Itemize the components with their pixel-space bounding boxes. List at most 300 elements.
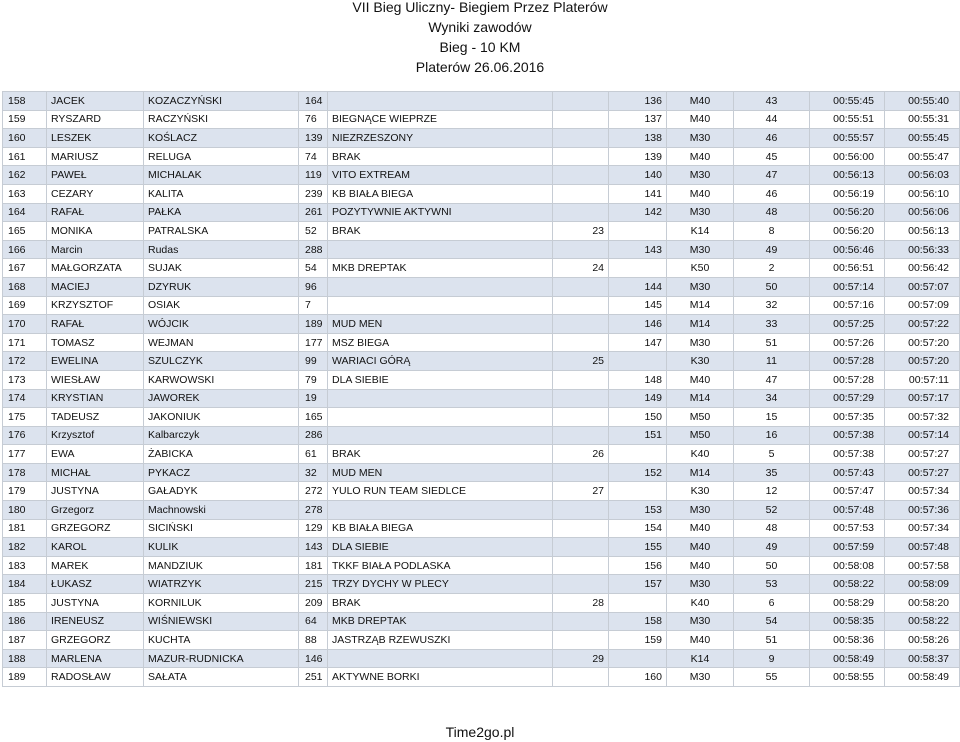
cell-place: 165: [3, 222, 47, 241]
cell-gender-place: [553, 370, 609, 389]
table-row: [3, 240, 960, 259]
cell-gender-place: 27: [553, 482, 609, 501]
cell-category: M14: [667, 315, 734, 334]
table-row: [3, 352, 960, 371]
cell-first-name: JACEK: [47, 92, 144, 111]
cell-gross-time: 00:55:45: [810, 92, 885, 111]
cell-gender-place: 26: [553, 445, 609, 464]
cell-last-name: SAŁATA: [144, 668, 299, 687]
cell-category-place: 48: [734, 519, 810, 538]
cell-bib: 74: [299, 147, 328, 166]
table-row: [3, 333, 960, 352]
cell-place: 177: [3, 445, 47, 464]
cell-gender-place-m: [609, 649, 667, 668]
cell-category: M40: [667, 370, 734, 389]
cell-gender-place: [553, 389, 609, 408]
cell-net-time: 00:58:26: [885, 631, 960, 650]
cell-gender-place: 29: [553, 649, 609, 668]
table-row: [3, 519, 960, 538]
cell-gender-place: [553, 463, 609, 482]
table-row: [3, 649, 960, 668]
cell-place: 169: [3, 296, 47, 315]
cell-net-time: 00:56:06: [885, 203, 960, 222]
cell-gender-place-m: [609, 594, 667, 613]
cell-place: 185: [3, 594, 47, 613]
cell-gender-place: [553, 612, 609, 631]
cell-gross-time: 00:56:19: [810, 184, 885, 203]
cell-category-place: 16: [734, 426, 810, 445]
cell-first-name: RADOSŁAW: [47, 668, 144, 687]
cell-category: M40: [667, 147, 734, 166]
cell-place: 168: [3, 277, 47, 296]
cell-gender-place: 23: [553, 222, 609, 241]
cell-last-name: KARWOWSKI: [144, 370, 299, 389]
table-row: [3, 259, 960, 278]
cell-gender-place-m: 145: [609, 296, 667, 315]
cell-bib: 88: [299, 631, 328, 650]
cell-first-name: IRENEUSZ: [47, 612, 144, 631]
cell-gender-place: [553, 575, 609, 594]
cell-gross-time: 00:58:49: [810, 649, 885, 668]
cell-gross-time: 00:56:20: [810, 203, 885, 222]
table-row: [3, 445, 960, 464]
cell-club: [328, 408, 553, 427]
cell-last-name: PATRALSKA: [144, 222, 299, 241]
cell-gender-place: [553, 315, 609, 334]
cell-bib: 209: [299, 594, 328, 613]
cell-gross-time: 00:56:20: [810, 222, 885, 241]
cell-category-place: 47: [734, 370, 810, 389]
cell-category: M40: [667, 519, 734, 538]
cell-first-name: JUSTYNA: [47, 594, 144, 613]
cell-last-name: KULIK: [144, 538, 299, 557]
cell-category: M50: [667, 426, 734, 445]
cell-bib: 76: [299, 110, 328, 129]
cell-net-time: 00:57:20: [885, 333, 960, 352]
cell-category-place: 5: [734, 445, 810, 464]
cell-gender-place-m: 160: [609, 668, 667, 687]
cell-category: M40: [667, 110, 734, 129]
cell-gender-place: [553, 408, 609, 427]
cell-gender-place-m: 148: [609, 370, 667, 389]
cell-bib: 278: [299, 501, 328, 520]
cell-category-place: 2: [734, 259, 810, 278]
cell-category: M30: [667, 612, 734, 631]
cell-first-name: KRYSTIAN: [47, 389, 144, 408]
cell-category-place: 55: [734, 668, 810, 687]
cell-gross-time: 00:57:28: [810, 352, 885, 371]
cell-gender-place: [553, 631, 609, 650]
cell-gross-time: 00:56:51: [810, 259, 885, 278]
cell-gender-place: [553, 147, 609, 166]
cell-category-place: 46: [734, 184, 810, 203]
cell-category: M40: [667, 631, 734, 650]
cell-category: M30: [667, 668, 734, 687]
cell-gender-place-m: 141: [609, 184, 667, 203]
cell-category-place: 8: [734, 222, 810, 241]
cell-net-time: 00:56:03: [885, 166, 960, 185]
cell-category: K50: [667, 259, 734, 278]
cell-net-time: 00:57:58: [885, 556, 960, 575]
cell-net-time: 00:57:11: [885, 370, 960, 389]
cell-net-time: 00:57:34: [885, 519, 960, 538]
cell-last-name: PYKACZ: [144, 463, 299, 482]
cell-place: 161: [3, 147, 47, 166]
cell-gender-place-m: [609, 445, 667, 464]
cell-first-name: MONIKA: [47, 222, 144, 241]
cell-place: 175: [3, 408, 47, 427]
cell-category-place: 50: [734, 277, 810, 296]
cell-gross-time: 00:58:08: [810, 556, 885, 575]
cell-gender-place: [553, 296, 609, 315]
cell-place: 178: [3, 463, 47, 482]
cell-gross-time: 00:57:59: [810, 538, 885, 557]
cell-bib: 189: [299, 315, 328, 334]
cell-net-time: 00:58:22: [885, 612, 960, 631]
cell-place: 171: [3, 333, 47, 352]
cell-net-time: 00:57:14: [885, 426, 960, 445]
cell-gender-place-m: [609, 222, 667, 241]
cell-bib: 99: [299, 352, 328, 371]
table-row: [3, 370, 960, 389]
cell-first-name: TOMASZ: [47, 333, 144, 352]
cell-gross-time: 00:57:29: [810, 389, 885, 408]
cell-gross-time: 00:57:43: [810, 463, 885, 482]
cell-net-time: 00:56:13: [885, 222, 960, 241]
cell-place: 181: [3, 519, 47, 538]
table-row: [3, 92, 960, 111]
table-row: [3, 594, 960, 613]
cell-bib: 286: [299, 426, 328, 445]
cell-net-time: 00:57:27: [885, 463, 960, 482]
cell-place: 186: [3, 612, 47, 631]
cell-category-place: 32: [734, 296, 810, 315]
cell-net-time: 00:57:34: [885, 482, 960, 501]
cell-gender-place: [553, 92, 609, 111]
cell-net-time: 00:55:45: [885, 129, 960, 148]
cell-gross-time: 00:57:14: [810, 277, 885, 296]
cell-bib: 54: [299, 259, 328, 278]
cell-bib: 239: [299, 184, 328, 203]
table-row: [3, 129, 960, 148]
cell-net-time: 00:58:20: [885, 594, 960, 613]
cell-club: MKB DREPTAK: [328, 259, 553, 278]
cell-place: 188: [3, 649, 47, 668]
cell-last-name: PAŁKA: [144, 203, 299, 222]
cell-category-place: 54: [734, 612, 810, 631]
cell-last-name: SZULCZYK: [144, 352, 299, 371]
cell-club: BRAK: [328, 594, 553, 613]
table-row: [3, 166, 960, 185]
cell-last-name: KORNILUK: [144, 594, 299, 613]
cell-net-time: 00:57:09: [885, 296, 960, 315]
cell-first-name: GRZEGORZ: [47, 631, 144, 650]
cell-gender-place-m: 149: [609, 389, 667, 408]
cell-net-time: 00:57:48: [885, 538, 960, 557]
cell-place: 159: [3, 110, 47, 129]
cell-gross-time: 00:57:28: [810, 370, 885, 389]
cell-category-place: 52: [734, 501, 810, 520]
cell-gross-time: 00:57:35: [810, 408, 885, 427]
cell-first-name: MACIEJ: [47, 277, 144, 296]
table-row: [3, 277, 960, 296]
results-header: [0, 0, 960, 77]
cell-bib: 19: [299, 389, 328, 408]
cell-last-name: WIŚNIEWSKI: [144, 612, 299, 631]
table-row: [3, 575, 960, 594]
cell-gender-place: [553, 240, 609, 259]
cell-place: 166: [3, 240, 47, 259]
cell-bib: 64: [299, 612, 328, 631]
cell-net-time: 00:58:09: [885, 575, 960, 594]
cell-gross-time: 00:58:29: [810, 594, 885, 613]
cell-gross-time: 00:55:57: [810, 129, 885, 148]
cell-place: 162: [3, 166, 47, 185]
cell-last-name: MICHALAK: [144, 166, 299, 185]
cell-gross-time: 00:55:51: [810, 110, 885, 129]
cell-gender-place-m: 137: [609, 110, 667, 129]
cell-bib: 165: [299, 408, 328, 427]
cell-category-place: 11: [734, 352, 810, 371]
cell-gender-place-m: 159: [609, 631, 667, 650]
cell-first-name: Grzegorz: [47, 501, 144, 520]
cell-first-name: MICHAŁ: [47, 463, 144, 482]
cell-first-name: RAFAŁ: [47, 315, 144, 334]
cell-first-name: EWA: [47, 445, 144, 464]
cell-last-name: Machnowski: [144, 501, 299, 520]
cell-first-name: KAROL: [47, 538, 144, 557]
cell-last-name: SICIŃSKI: [144, 519, 299, 538]
cell-net-time: 00:56:42: [885, 259, 960, 278]
cell-bib: 7: [299, 296, 328, 315]
cell-first-name: RYSZARD: [47, 110, 144, 129]
cell-gender-place-m: 140: [609, 166, 667, 185]
cell-place: 182: [3, 538, 47, 557]
cell-category: M40: [667, 538, 734, 557]
cell-gender-place: 24: [553, 259, 609, 278]
cell-bib: 139: [299, 129, 328, 148]
cell-net-time: 00:55:40: [885, 92, 960, 111]
cell-gender-place-m: 157: [609, 575, 667, 594]
cell-last-name: Kalbarczyk: [144, 426, 299, 445]
cell-last-name: ŻABICKA: [144, 445, 299, 464]
cell-first-name: TADEUSZ: [47, 408, 144, 427]
cell-last-name: WÓJCIK: [144, 315, 299, 334]
cell-gross-time: 00:58:55: [810, 668, 885, 687]
cell-gender-place-m: 152: [609, 463, 667, 482]
cell-last-name: DZYRUK: [144, 277, 299, 296]
cell-gender-place: [553, 203, 609, 222]
table-row: [3, 110, 960, 129]
cell-gender-place-m: 147: [609, 333, 667, 352]
cell-net-time: 00:55:31: [885, 110, 960, 129]
cell-category: K40: [667, 594, 734, 613]
cell-category: K30: [667, 482, 734, 501]
cell-gender-place: [553, 110, 609, 129]
cell-category-place: 15: [734, 408, 810, 427]
table-row: [3, 556, 960, 575]
cell-club: BIEGNĄCE WIEPRZE: [328, 110, 553, 129]
cell-category: M40: [667, 92, 734, 111]
cell-bib: 177: [299, 333, 328, 352]
cell-category-place: 49: [734, 240, 810, 259]
cell-gender-place-m: 139: [609, 147, 667, 166]
table-row: [3, 538, 960, 557]
table-row: [3, 389, 960, 408]
cell-net-time: 00:57:07: [885, 277, 960, 296]
cell-category-place: 45: [734, 147, 810, 166]
cell-gross-time: 00:57:53: [810, 519, 885, 538]
cell-club: KB BIAŁA BIEGA: [328, 184, 553, 203]
table-row: [3, 408, 960, 427]
cell-first-name: ŁUKASZ: [47, 575, 144, 594]
cell-club: BRAK: [328, 445, 553, 464]
cell-first-name: Marcin: [47, 240, 144, 259]
cell-first-name: LESZEK: [47, 129, 144, 148]
cell-gross-time: 00:58:36: [810, 631, 885, 650]
cell-place: 173: [3, 370, 47, 389]
cell-club: WARIACI GÓRĄ: [328, 352, 553, 371]
cell-category: M14: [667, 296, 734, 315]
cell-gross-time: 00:56:46: [810, 240, 885, 259]
cell-first-name: MAŁGORZATA: [47, 259, 144, 278]
cell-category: M14: [667, 463, 734, 482]
table-row: [3, 203, 960, 222]
cell-gross-time: 00:57:47: [810, 482, 885, 501]
table-row: [3, 631, 960, 650]
cell-club: AKTYWNE BORKI: [328, 668, 553, 687]
cell-club: DLA SIEBIE: [328, 538, 553, 557]
cell-category-place: 44: [734, 110, 810, 129]
cell-gender-place: [553, 538, 609, 557]
cell-place: 163: [3, 184, 47, 203]
cell-gender-place: [553, 556, 609, 575]
cell-bib: 215: [299, 575, 328, 594]
cell-bib: 288: [299, 240, 328, 259]
cell-bib: 251: [299, 668, 328, 687]
race-distance: Bieg - 10 KM: [439, 39, 521, 55]
table-row: [3, 184, 960, 203]
cell-category: M40: [667, 184, 734, 203]
cell-first-name: GRZEGORZ: [47, 519, 144, 538]
cell-category-place: 50: [734, 556, 810, 575]
cell-category: M30: [667, 129, 734, 148]
cell-gender-place: [553, 519, 609, 538]
cell-bib: 143: [299, 538, 328, 557]
cell-net-time: 00:57:17: [885, 389, 960, 408]
cell-place: 170: [3, 315, 47, 334]
cell-club: BRAK: [328, 147, 553, 166]
cell-first-name: JUSTYNA: [47, 482, 144, 501]
cell-gender-place-m: 153: [609, 501, 667, 520]
table-row: [3, 147, 960, 166]
cell-bib: 32: [299, 463, 328, 482]
table-row: [3, 315, 960, 334]
cell-gender-place-m: 150: [609, 408, 667, 427]
cell-last-name: MANDZIUK: [144, 556, 299, 575]
cell-last-name: GAŁADYK: [144, 482, 299, 501]
cell-club: NIEZRZESZONY: [328, 129, 553, 148]
cell-last-name: SUJAK: [144, 259, 299, 278]
cell-category: K30: [667, 352, 734, 371]
cell-gross-time: 00:56:00: [810, 147, 885, 166]
cell-net-time: 00:57:27: [885, 445, 960, 464]
event-place-date: Platerów 26.06.2016: [415, 59, 545, 75]
cell-category-place: 51: [734, 631, 810, 650]
cell-gender-place-m: 138: [609, 129, 667, 148]
cell-category-place: 51: [734, 333, 810, 352]
cell-bib: 79: [299, 370, 328, 389]
cell-gender-place-m: 136: [609, 92, 667, 111]
cell-place: 176: [3, 426, 47, 445]
cell-gender-place-m: [609, 482, 667, 501]
cell-gross-time: 00:57:26: [810, 333, 885, 352]
cell-bib: 261: [299, 203, 328, 222]
cell-club: TKKF BIAŁA PODLASKA: [328, 556, 553, 575]
cell-last-name: OSIAK: [144, 296, 299, 315]
cell-club: DLA SIEBIE: [328, 370, 553, 389]
cell-gross-time: 00:56:13: [810, 166, 885, 185]
cell-place: 164: [3, 203, 47, 222]
results-rows: [3, 92, 960, 687]
cell-gender-place: 28: [553, 594, 609, 613]
cell-gender-place: [553, 426, 609, 445]
cell-last-name: RELUGA: [144, 147, 299, 166]
cell-first-name: MAREK: [47, 556, 144, 575]
cell-category-place: 43: [734, 92, 810, 111]
cell-net-time: 00:56:10: [885, 184, 960, 203]
cell-gross-time: 00:57:38: [810, 445, 885, 464]
cell-last-name: KOŚLACZ: [144, 129, 299, 148]
footer-brand: Time2go.pl: [445, 724, 515, 740]
cell-gender-place: [553, 184, 609, 203]
cell-last-name: RACZYŃSKI: [144, 110, 299, 129]
cell-club: [328, 426, 553, 445]
cell-last-name: WEJMAN: [144, 333, 299, 352]
cell-bib: 61: [299, 445, 328, 464]
cell-club: MKB DREPTAK: [328, 612, 553, 631]
table-row: [3, 612, 960, 631]
cell-category: M30: [667, 277, 734, 296]
cell-category-place: 49: [734, 538, 810, 557]
cell-last-name: MAZUR-RUDNICKA: [144, 649, 299, 668]
cell-place: 187: [3, 631, 47, 650]
cell-gender-place: [553, 501, 609, 520]
cell-net-time: 00:55:47: [885, 147, 960, 166]
cell-last-name: JAKONIUK: [144, 408, 299, 427]
cell-bib: 96: [299, 277, 328, 296]
cell-last-name: WIATRZYK: [144, 575, 299, 594]
cell-first-name: MARLENA: [47, 649, 144, 668]
cell-gender-place-m: [609, 352, 667, 371]
cell-last-name: KALITA: [144, 184, 299, 203]
cell-first-name: Krzysztof: [47, 426, 144, 445]
cell-category: M30: [667, 240, 734, 259]
results-table: [2, 91, 960, 687]
cell-place: 158: [3, 92, 47, 111]
table-row: [3, 222, 960, 241]
cell-gross-time: 00:57:48: [810, 501, 885, 520]
table-row: [3, 296, 960, 315]
cell-category-place: 47: [734, 166, 810, 185]
cell-gross-time: 00:57:25: [810, 315, 885, 334]
cell-place: 189: [3, 668, 47, 687]
cell-net-time: 00:57:20: [885, 352, 960, 371]
cell-net-time: 00:57:32: [885, 408, 960, 427]
cell-gross-time: 00:58:22: [810, 575, 885, 594]
cell-bib: 129: [299, 519, 328, 538]
cell-gender-place-m: 143: [609, 240, 667, 259]
